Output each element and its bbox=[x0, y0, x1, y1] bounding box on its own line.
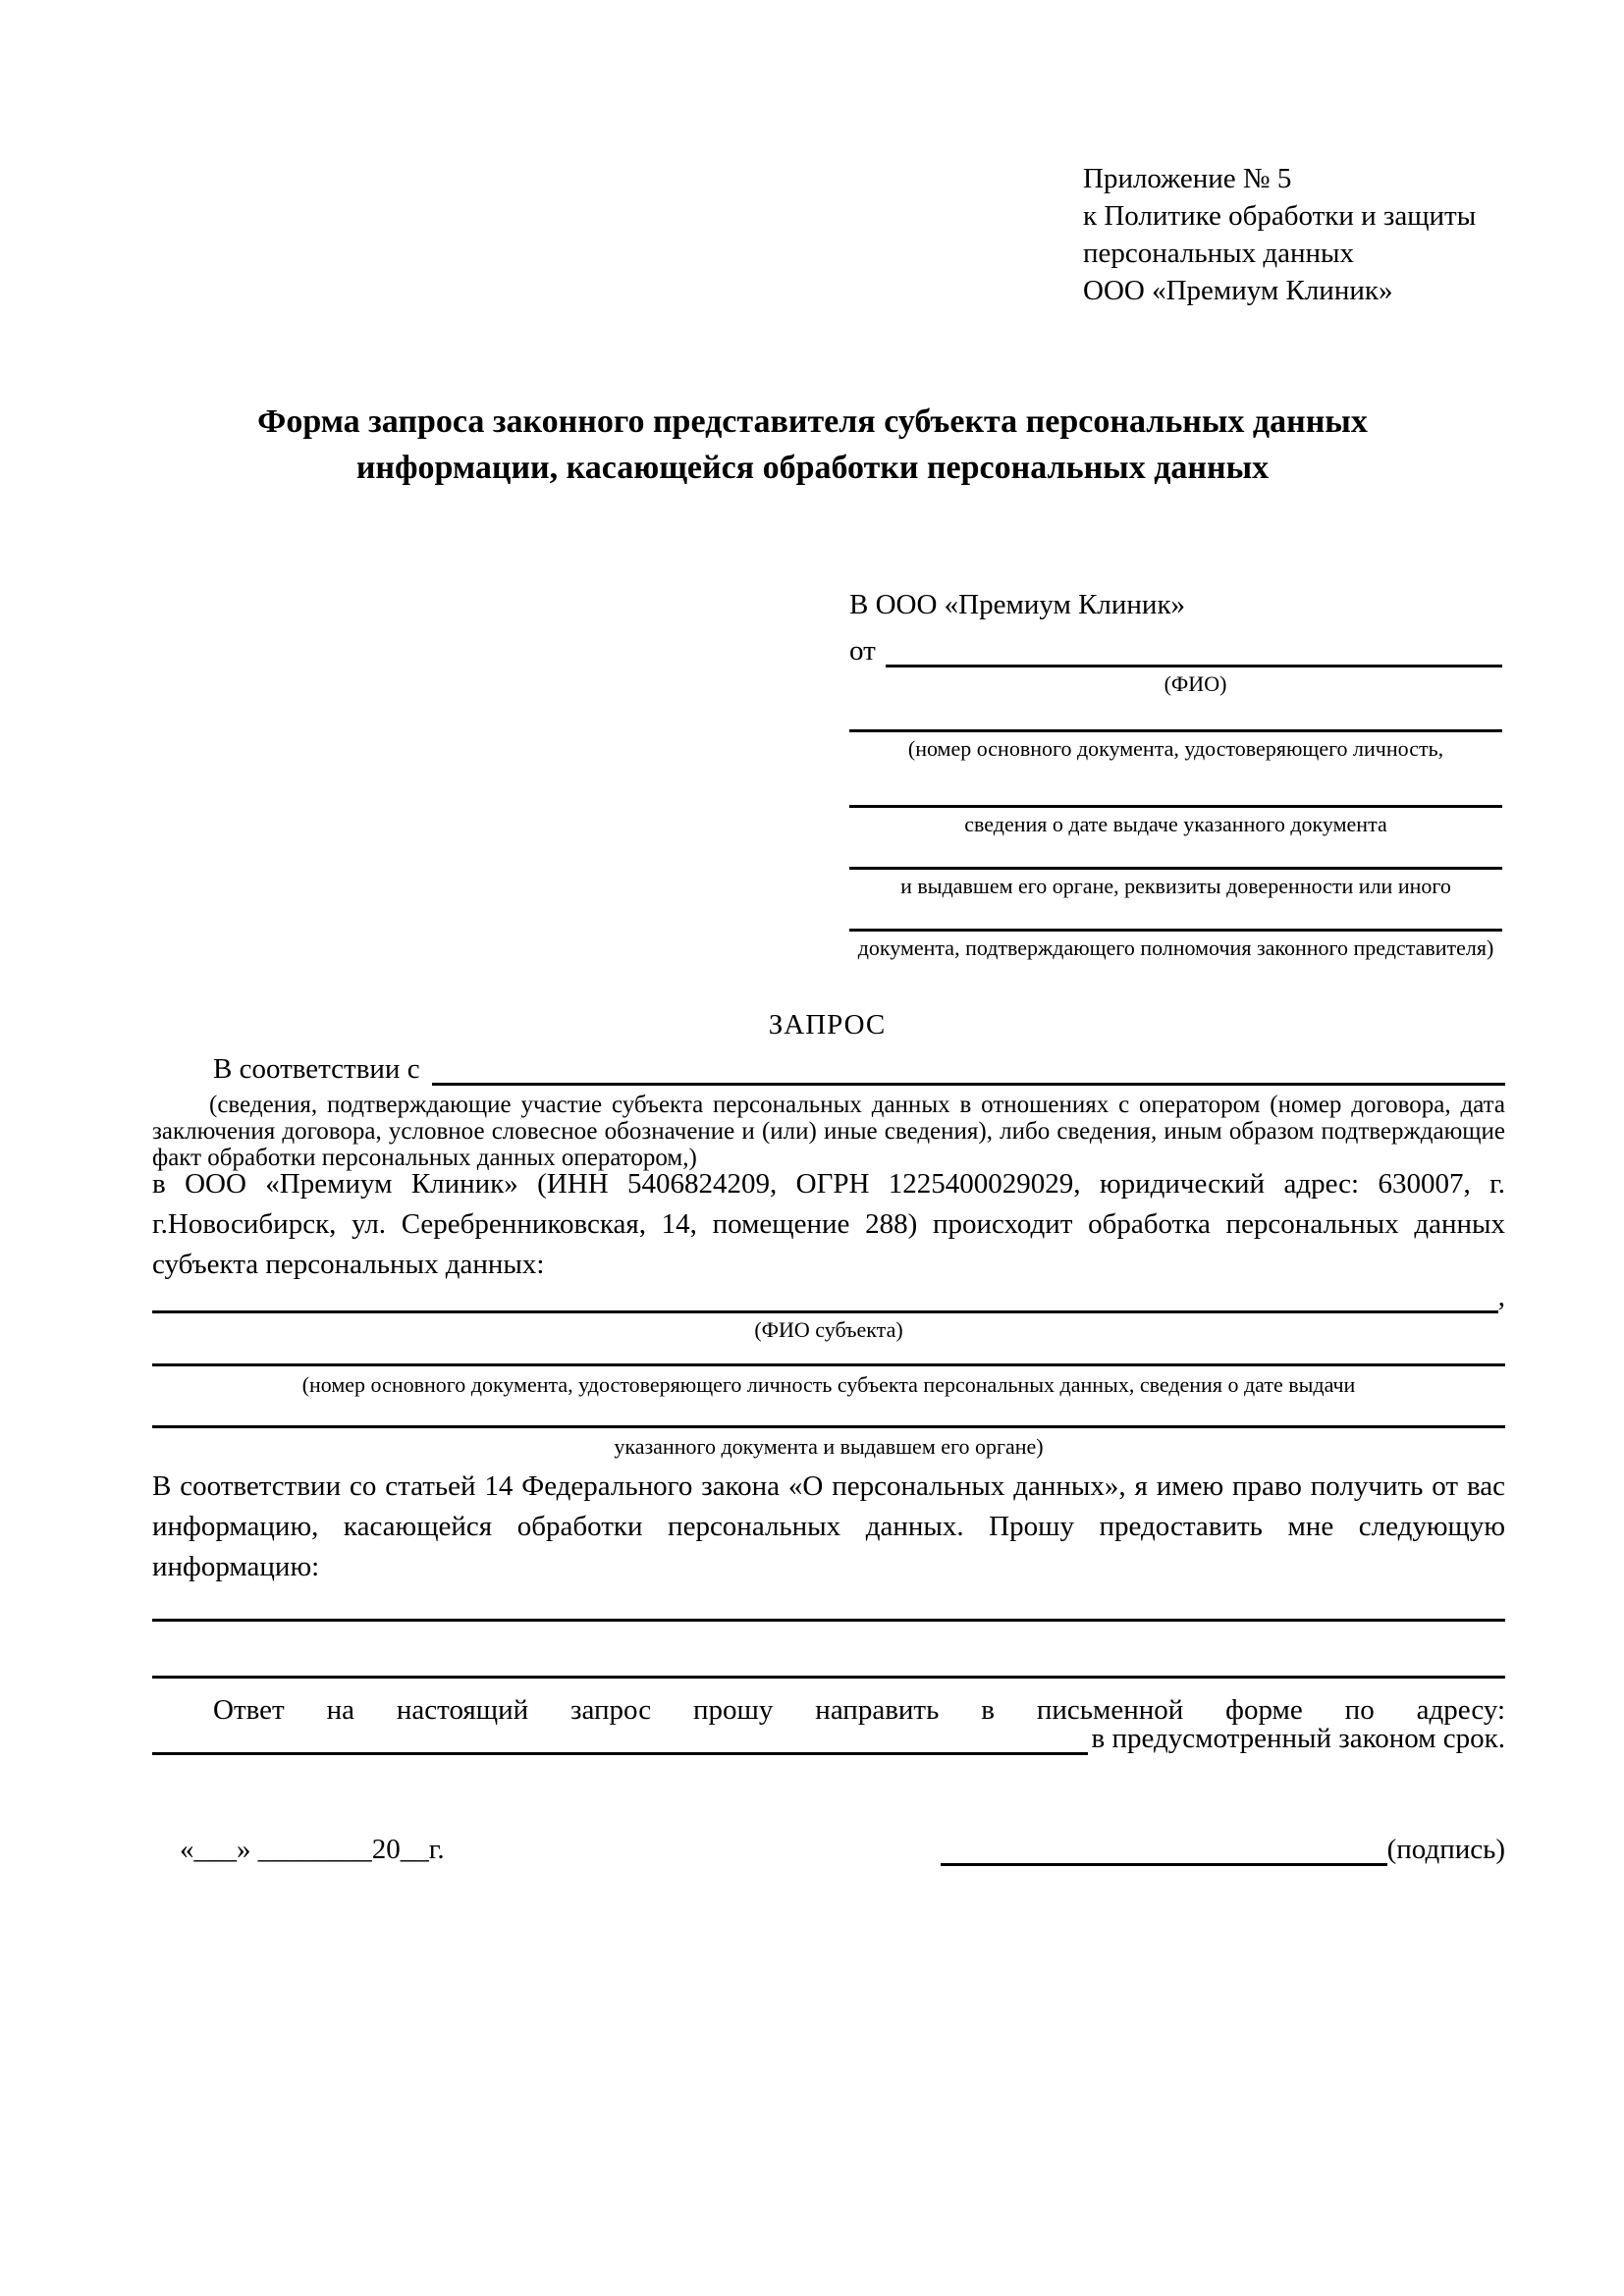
basis-label: В соответствии с bbox=[213, 1053, 420, 1085]
operator-paragraph: в ООО «Премиум Клиник» (ИНН 5406824209, ОГРН 1225400029029, юридический адрес: 630007, г. г.Новосибирск, ул. Серебренниковская, 14, помещение 288) происходит обработка персональных данных субъекта персональных данных: bbox=[152, 1168, 1505, 1280]
representative-doc-line bbox=[849, 805, 1502, 808]
info-fill-line bbox=[152, 1676, 1505, 1679]
representative-doc-caption: документа, подтверждающего полномочия законного представителя) bbox=[857, 935, 1494, 960]
subject-fio-caption: (ФИО субъекта) bbox=[754, 1317, 903, 1342]
form-title-line-1: Форма запроса законного представителя субъекта персональных данных bbox=[257, 403, 1368, 440]
date-template: «___» ________20__г. bbox=[180, 1834, 445, 1865]
trailing-comma: , bbox=[1497, 1281, 1505, 1312]
representative-doc-caption: сведения о дате выдаче указанного документа bbox=[964, 812, 1387, 836]
info-fill-line bbox=[152, 1619, 1505, 1622]
representative-doc-line bbox=[849, 729, 1502, 732]
basis-row bbox=[152, 1046, 1505, 1086]
subject-fio-row bbox=[152, 1276, 1505, 1313]
representative-doc-caption: и выдавшем его органе, реквизиты доверенности или иного bbox=[900, 874, 1451, 898]
from-label: от bbox=[849, 635, 876, 667]
representative-doc-line bbox=[849, 867, 1502, 870]
subject-doc-line bbox=[152, 1425, 1505, 1428]
basis-caption: (сведения, подтверждающие участие субъекта персональных данных в отношениях с оператором (номер договора, дата заключения договора, условное словесное обозначение и (или) иные сведения), либо сведения, иным образом подтверждающие факт обработки персональных данных оператором,) bbox=[152, 1092, 1505, 1171]
subject-doc-line bbox=[152, 1363, 1505, 1366]
representative-doc-line bbox=[849, 929, 1502, 932]
date-signature-row bbox=[152, 1834, 1505, 1866]
appendix-header-line: персональных данных bbox=[1083, 238, 1355, 269]
representative-doc-caption: (номер основного документа, удостоверяющего личность, bbox=[907, 736, 1444, 761]
law-paragraph: В соответствии со статьей 14 Федерального закона «О персональных данных», я имею право получить от вас информацию, касающейся обработки персональных данных. Прошу предоставить мне следующую информацию: bbox=[152, 1470, 1505, 1582]
subject-doc-caption-2: указанного документа и выдавшем его органе) bbox=[614, 1434, 1044, 1459]
appendix-header-line: к Политике обработки и защиты bbox=[1083, 200, 1477, 232]
appendix-header-line: ООО «Премиум Клиник» bbox=[1083, 275, 1393, 306]
signature-fill-line bbox=[941, 1834, 1387, 1866]
subject-fio-line bbox=[152, 1310, 1498, 1313]
form-title bbox=[137, 399, 1488, 491]
signature-group bbox=[941, 1834, 1505, 1866]
answer-address-row bbox=[152, 1724, 1505, 1755]
address-fill-line bbox=[152, 1752, 1088, 1755]
subject-doc-caption-1: (номер основного документа, удостоверяющего личность субъекта персональных данных, сведения о дате выдачи bbox=[301, 1372, 1356, 1397]
request-heading: ЗАПРОС bbox=[768, 1009, 887, 1041]
answer-paragraph: Ответ на настоящий запрос прошу направить в письменной форме по адресу: bbox=[213, 1694, 1505, 1726]
addressee-from-row bbox=[849, 630, 1502, 667]
appendix-header bbox=[1083, 160, 1535, 309]
addressee-organization: В ООО «Премиум Клиник» bbox=[849, 589, 1186, 620]
form-title-line-2: информации, касающейся обработки персональных данных bbox=[355, 450, 1270, 486]
signature-caption: (подпись) bbox=[1386, 1834, 1505, 1865]
appendix-header-line: Приложение № 5 bbox=[1083, 163, 1292, 194]
basis-fill-line bbox=[432, 1083, 1505, 1086]
answer-tail: в предусмотренный законом срок. bbox=[1091, 1723, 1505, 1754]
fio-caption: (ФИО) bbox=[1164, 671, 1227, 696]
from-fill-line bbox=[886, 665, 1502, 667]
